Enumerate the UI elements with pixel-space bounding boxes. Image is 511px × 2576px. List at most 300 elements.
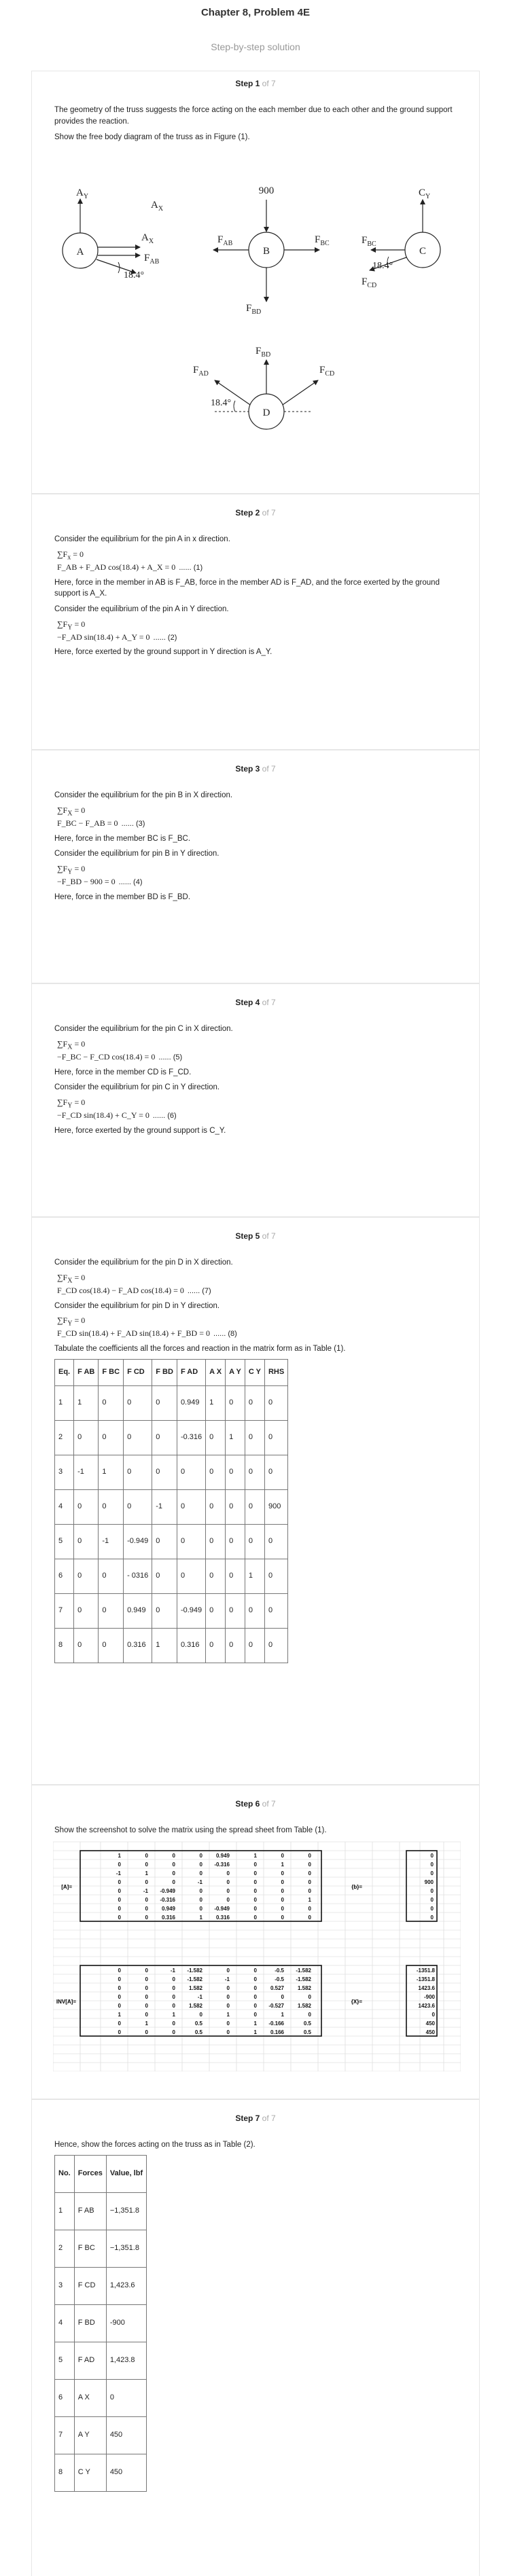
vector-x-cell: -1351.8	[416, 1976, 435, 1983]
matrix-inv-cell: 0.5	[303, 2020, 311, 2027]
page-header	[0, 0, 511, 62]
matrix-a-cell: 0	[226, 1870, 230, 1877]
table1-cell: - 0316	[124, 1559, 152, 1593]
vector-b-cell: 0	[430, 1915, 434, 1921]
matrix-inv-cell: 1	[226, 2012, 230, 2018]
matrix-inv-cell: 1.582	[297, 2003, 311, 2010]
table1-header-cell: RHS	[264, 1359, 287, 1385]
vector-x-cell: 450	[425, 2029, 435, 2036]
vector-x-cell: 1423.6	[418, 2003, 435, 2010]
step-1-card	[31, 71, 480, 494]
angle-c-label: 18.4°	[372, 261, 393, 272]
step-5-equation-2: $\sum F_Y = 0$ F_CD sin(18.4) + F_AD sin(18.4) + F_BD = 0 ...... (8)	[57, 1316, 237, 1339]
table2-cell: F AB	[74, 2193, 106, 2230]
matrix-inv-cell: -1.582	[296, 1967, 311, 1974]
step-4-equation-1: $\sum F_X = 0$ −F_BC − F_CD cos(18.4) = 0 ...... (5)	[57, 1039, 183, 1062]
table1-cell: 5	[55, 1524, 74, 1559]
matrix-inv-cell: -0.166	[268, 2020, 284, 2027]
matrix-inv-cell: 0	[118, 2029, 121, 2036]
table1-cell: 0.316	[177, 1628, 205, 1663]
step-5-card	[31, 1217, 480, 1785]
coefficient-table	[54, 1359, 288, 1663]
matrix-inv-cell: 1.582	[188, 1985, 202, 1992]
forces-table	[54, 2155, 147, 2492]
step-1-text: The geometry of the truss suggests the force acting on the each member due to each other and the ground support provides the reaction.	[54, 106, 453, 126]
matrix-inv-cell: -0.5	[275, 1967, 284, 1974]
table1-cell: 0	[206, 1420, 226, 1455]
table1-cell: 0	[264, 1559, 287, 1593]
matrix-a-cell: 0	[145, 1915, 148, 1921]
fbc-label-b: $F_{BC}$	[315, 234, 330, 248]
matrix-a-cell: 0	[226, 1888, 230, 1895]
step-6-card	[31, 1785, 480, 2099]
table2-cell: 6	[55, 2380, 75, 2417]
table2-row	[55, 2342, 147, 2380]
matrix-a-cell: -1	[143, 1888, 148, 1895]
matrix-a-cell: 0	[199, 1897, 202, 1904]
matrix-inv-cell: 0	[253, 2003, 257, 2010]
matrix-inv-cell: 0	[226, 2029, 230, 2036]
table2-row	[55, 2268, 147, 2305]
matrix-a-cell: 0.949	[215, 1853, 230, 1860]
matrix-a-cell: 0.949	[161, 1906, 175, 1912]
vector-b-cell: 0	[430, 1906, 434, 1912]
table1-cell: 0	[245, 1489, 264, 1524]
matrix-inv-cell: 0	[145, 2003, 148, 2010]
matrix-inv-cell: 0	[118, 1985, 121, 1992]
table1-cell: 0	[226, 1385, 245, 1420]
matrix-a-cell: 0	[308, 1870, 311, 1877]
matrix-a-cell: -1	[197, 1879, 202, 1886]
table1-cell: -0.949	[177, 1593, 205, 1628]
node-d-label: D	[262, 407, 270, 419]
table2-cell: 8	[55, 2454, 75, 2492]
matrix-inv-cell: 0	[226, 2020, 230, 2027]
step-3-text-3: Consider the equilibrium for pin B in Y direction.	[54, 850, 219, 858]
vector-b-cell: 0	[430, 1888, 434, 1895]
matrix-inv-cell: 0	[199, 2012, 202, 2018]
table1-row	[55, 1593, 288, 1628]
matrix-inv-cell: -1.582	[187, 1967, 202, 1974]
vector-x-cell: -1351.8	[416, 1967, 435, 1974]
fab-label-b: $F_{AB}$	[217, 234, 233, 248]
table2-cell: 7	[55, 2417, 75, 2454]
matrix-inv-cell: 0	[281, 1994, 284, 2001]
table2-cell: 450	[106, 2417, 146, 2454]
table1-cell: 0	[206, 1455, 226, 1489]
table2-cell: −1,351.8	[106, 2230, 146, 2268]
matrix-inv-cell: 0	[226, 1994, 230, 2001]
matrix-a-cell: 0	[253, 1897, 257, 1904]
table2-row	[55, 2380, 147, 2417]
free-body-diagram	[48, 147, 469, 459]
step-2-text-2: Here, force in the member in AB is F_AB, force in the member AD is F_AD, and the force exerted by the ground support is A_X.	[54, 578, 440, 598]
table2-row	[55, 2230, 147, 2268]
step-5-text-2: Consider the equilibrium for pin D in Y direction.	[54, 1301, 220, 1310]
vector-x-cell: 450	[425, 2020, 435, 2027]
step-4-card	[31, 983, 480, 1217]
table1-cell: 0	[152, 1559, 177, 1593]
table2-cell: 450	[106, 2454, 146, 2492]
matrix-a-cell: 0	[199, 1888, 202, 1895]
table1-cell: 0	[177, 1524, 205, 1559]
table1-cell: 0	[177, 1489, 205, 1524]
table1-cell: 0	[124, 1455, 152, 1489]
matrix-inv-cell: 0	[145, 1967, 148, 1974]
matrix-a-cell: 0	[253, 1888, 257, 1895]
matrix-inv-cell: 0	[118, 1967, 121, 1974]
table1-cell: -1	[74, 1455, 99, 1489]
matrix-a-cell: 0	[308, 1906, 311, 1912]
table1-cell: 0	[226, 1593, 245, 1628]
vector-b-cell: 900	[424, 1879, 434, 1886]
table1-cell: 0	[74, 1420, 99, 1455]
matrix-inv-cell: 0.5	[194, 2029, 202, 2036]
matrix-inv-cell: 0	[172, 2029, 175, 2036]
matrix-inv-cell: 0	[145, 1994, 148, 2001]
matrix-a-cell: 0	[172, 1870, 175, 1877]
step-4-text-1: Consider the equilibrium for the pin C in X direction.	[54, 1025, 233, 1034]
step-2-card	[31, 494, 480, 750]
table2-row	[55, 2454, 147, 2492]
matrix-inv-cell: 0.527	[270, 1985, 284, 1992]
table2-header-cell: Value, lbf	[106, 2156, 146, 2193]
step-2-text-3: Consider the equilibrium of the pin A in Y direction.	[54, 605, 229, 614]
table1-cell: 0	[124, 1489, 152, 1524]
matrix-a-cell: 0	[281, 1888, 284, 1895]
ax-label-1: $A_X$	[151, 200, 164, 213]
step-3-title: Step 3 of 7	[235, 764, 276, 774]
table1-cell: 2	[55, 1420, 74, 1455]
step-5-equation-1: $\sum F_X = 0$ F_CD cos(18.4) − F_AD cos(18.4) = 0 ...... (7)	[57, 1273, 211, 1295]
matrix-inv-cell: 0	[145, 2029, 148, 2036]
table1-cell: 1	[99, 1455, 124, 1489]
matrix-a-cell: 0	[118, 1915, 121, 1921]
table1-cell: 0	[245, 1628, 264, 1663]
table1-cell: 0	[206, 1489, 226, 1524]
node-c-label: C	[419, 246, 427, 257]
table1-row	[55, 1489, 288, 1524]
matrix-inv-cell: 0	[145, 1985, 148, 1992]
step-2-text-1: Consider the equilibrium for the pin A in x direction.	[54, 535, 230, 544]
table1-cell: 4	[55, 1489, 74, 1524]
vector-x-label: {X}=	[351, 1999, 362, 2006]
table1-cell: 0	[152, 1385, 177, 1420]
table2-cell: 2	[55, 2230, 75, 2268]
matrix-inv-cell: 0	[253, 1985, 257, 1992]
matrix-a-cell: -1	[116, 1870, 121, 1877]
vector-b-cell: 0	[430, 1862, 434, 1868]
page-subtitle: Step-by-step solution	[211, 41, 300, 52]
table1-cell: 0	[264, 1385, 287, 1420]
matrix-a-cell: 0.316	[161, 1915, 175, 1921]
table2-cell: −1,351.8	[106, 2193, 146, 2230]
matrix-inv-cell: -0.527	[268, 2003, 284, 2010]
spreadsheet-screenshot	[53, 1840, 461, 2071]
table2-cell: 1	[55, 2193, 75, 2230]
matrix-inv-cell: 0	[226, 2003, 230, 2010]
table1-cell: 0	[206, 1593, 226, 1628]
step-3-equation-2: $\sum F_Y = 0$ −F_BD − 900 = 0 ...... (4)	[57, 864, 143, 886]
fcd-label-c: $F_{CD}$	[362, 276, 377, 290]
matrix-inv-cell: 0	[226, 1985, 230, 1992]
matrix-a-cell: 0	[253, 1870, 257, 1877]
table1-cell: 0	[206, 1628, 226, 1663]
step-2-text-4: Here, force exerted by the ground support in Y direction is A_Y.	[54, 648, 272, 657]
table1-cell: 0	[177, 1559, 205, 1593]
matrix-inv-cell: 0	[118, 2003, 121, 2010]
matrix-a-cell: -0.949	[160, 1888, 175, 1895]
table1-cell: -0.316	[177, 1420, 205, 1455]
matrix-a-cell: 0	[172, 1853, 175, 1860]
ax-label-2: $A_X$	[141, 232, 154, 246]
table1-cell: 0	[152, 1455, 177, 1489]
matrix-inv-cell: 0	[253, 2012, 257, 2018]
matrix-a-cell: -0.949	[214, 1906, 230, 1912]
table1-header-cell: F AB	[74, 1359, 99, 1385]
table1-cell: 6	[55, 1559, 74, 1593]
table1-cell: 0	[264, 1455, 287, 1489]
table1-cell: 7	[55, 1593, 74, 1628]
table2-cell: 4	[55, 2305, 75, 2342]
table1-cell: 0	[152, 1524, 177, 1559]
table1-cell: 0	[226, 1559, 245, 1593]
matrix-inv-label: INV[A]=	[56, 1999, 76, 2006]
step-4-text-4: Here, force exerted by the ground support is C_Y.	[54, 1126, 226, 1135]
table1-cell: 0	[226, 1489, 245, 1524]
angle-d-label: 18.4°	[211, 398, 232, 409]
matrix-inv-cell: 0	[308, 1994, 311, 2001]
matrix-inv-cell: 0	[226, 1967, 230, 1974]
table1-cell: 0	[245, 1385, 264, 1420]
matrix-inv-cell: 0	[253, 1967, 257, 1974]
step-3-text-1: Consider the equilibrium for the pin B in X direction.	[54, 791, 233, 800]
table1-header-cell: A X	[206, 1359, 226, 1385]
matrix-a-cell: 1	[199, 1915, 202, 1921]
matrix-a-cell: 0	[172, 1879, 175, 1886]
table1-cell: -1	[152, 1489, 177, 1524]
table1-cell: 0	[206, 1524, 226, 1559]
step-6-text-1: Show the screenshot to solve the matrix using the spread sheet from Table (1).	[54, 1826, 327, 1835]
step-2-equation-1: $\sum F_x = 0$ F_AB + F_AD cos(18.4) + A_X = 0 ...... (1)	[57, 549, 203, 572]
matrix-a-cell: 0	[199, 1870, 202, 1877]
matrix-a-cell: 0	[145, 1862, 148, 1868]
table1-cell: 0	[177, 1455, 205, 1489]
step-3-text-2: Here, force in the member BC is F_BC.	[54, 834, 191, 843]
step-1-title: Step 1 of 7	[235, 79, 276, 88]
fcd-arrow-d	[283, 380, 318, 405]
step-2-title: Step 2 of 7	[235, 508, 276, 518]
table1-cell: 0.316	[124, 1628, 152, 1663]
matrix-inv-cell: 0	[145, 2012, 148, 2018]
matrix-a-cell: 1	[145, 1870, 148, 1877]
matrix-inv-cell: 0	[172, 1976, 175, 1983]
matrix-a-cell: 0	[281, 1906, 284, 1912]
matrix-a-cell: 0	[281, 1870, 284, 1877]
step-6-title: Step 6 of 7	[235, 1799, 276, 1809]
table1-cell: 0	[99, 1420, 124, 1455]
table1-cell: 0	[245, 1593, 264, 1628]
step-2-equation-2: $\sum F_Y = 0$ −F_AD sin(18.4) + A_Y = 0 ...... (2)	[57, 619, 177, 642]
vector-b-cell: 0	[430, 1870, 434, 1877]
matrix-inv-cell: 1	[253, 2029, 257, 2036]
fab-label-a: $F_{AB}$	[144, 253, 160, 266]
table1-cell: 0	[245, 1420, 264, 1455]
table1-row	[55, 1385, 288, 1420]
table1-cell: 0	[74, 1628, 99, 1663]
table1-cell: 0.949	[124, 1593, 152, 1628]
matrix-a-cell: 0	[253, 1879, 257, 1886]
matrix-inv-cell: 1	[281, 2012, 284, 2018]
table1-cell: 8	[55, 1628, 74, 1663]
matrix-a-cell: 0	[118, 1897, 121, 1904]
matrix-a-cell: 0.316	[215, 1915, 230, 1921]
matrix-inv-cell: 0.5	[194, 2020, 202, 2027]
table1-cell: 1	[245, 1559, 264, 1593]
table1-header-cell: C Y	[245, 1359, 264, 1385]
step-4-equation-2: $\sum F_Y = 0$ −F_CD sin(18.4) + C_Y = 0 ...... (6)	[57, 1097, 177, 1120]
table2-cell: F AD	[74, 2342, 106, 2380]
table1-header-cell: F CD	[124, 1359, 152, 1385]
matrix-a-cell: 0	[308, 1888, 311, 1895]
table1-cell: 0	[74, 1593, 99, 1628]
table2-cell: F BC	[74, 2230, 106, 2268]
matrix-inv-cell: 0.5	[303, 2029, 311, 2036]
table1-cell: 0	[264, 1628, 287, 1663]
step-3-text-4: Here, force in the member BD is F_BD.	[54, 892, 191, 901]
matrix-inv-cell: -1.582	[187, 1976, 202, 1983]
fbc-label-c: $F_{BC}$	[362, 235, 376, 249]
table1-cell: 1	[226, 1420, 245, 1455]
table1-row	[55, 1559, 288, 1593]
matrix-a-cell: -0.316	[160, 1897, 175, 1904]
ay-label: $A_Y$	[76, 187, 89, 201]
table2-cell: F BD	[74, 2305, 106, 2342]
step-4-text-2: Here, force in the member CD is F_CD.	[54, 1068, 192, 1076]
table1-cell: 1	[206, 1385, 226, 1420]
matrix-a-cell: 0	[118, 1879, 121, 1886]
vector-b-label: {b}=	[351, 1884, 362, 1891]
table2-header-cell: No.	[55, 2156, 75, 2193]
matrix-inv-cell: 0	[145, 1976, 148, 1983]
table2-cell: 1,423.8	[106, 2342, 146, 2380]
table1-cell: 0	[152, 1593, 177, 1628]
table1-row	[55, 1455, 288, 1489]
matrix-a-cell: 0	[281, 1897, 284, 1904]
matrix-a-cell: 0	[308, 1879, 311, 1886]
fbd-label-d: $F_{BD}$	[256, 346, 271, 359]
matrix-a-cell: 0	[199, 1862, 202, 1868]
table1-cell: 0	[74, 1489, 99, 1524]
matrix-inv-cell: 1	[253, 2020, 257, 2027]
table1-cell: 1	[74, 1385, 99, 1420]
table2-row	[55, 2193, 147, 2230]
matrix-a-cell: 0	[199, 1853, 202, 1860]
table2-row	[55, 2305, 147, 2342]
table1-cell: 3	[55, 1455, 74, 1489]
table1-header-cell: A Y	[226, 1359, 245, 1385]
table2-cell: C Y	[74, 2454, 106, 2492]
matrix-inv-cell: 0	[172, 1994, 175, 2001]
matrix-a-cell: 0	[281, 1915, 284, 1921]
table1-header-cell: Eq.	[55, 1359, 74, 1385]
table1-cell: 0	[99, 1489, 124, 1524]
step-7-title: Step 7 of 7	[235, 2114, 276, 2123]
table1-cell: 0	[124, 1420, 152, 1455]
table1-cell: 0	[99, 1559, 124, 1593]
matrix-a-cell: 0	[308, 1862, 311, 1868]
table1-cell: 0	[245, 1455, 264, 1489]
step-5-text-1: Consider the equilibrium for the pin D in X direction.	[54, 1258, 233, 1267]
matrix-a-cell: 0	[308, 1853, 311, 1860]
table1-cell: 0	[99, 1628, 124, 1663]
angle-a-label: 18.4°	[124, 270, 145, 281]
table1-cell: -1	[99, 1524, 124, 1559]
table1-cell: 1	[152, 1628, 177, 1663]
matrix-a-cell: 0	[145, 1879, 148, 1886]
table1-cell: 0.949	[177, 1385, 205, 1420]
matrix-a-cell: 0	[226, 1879, 230, 1886]
table1-cell: 0	[226, 1455, 245, 1489]
matrix-inv-cell: -1.582	[296, 1976, 311, 1983]
node-b-label: B	[262, 246, 270, 257]
matrix-a-cell: 0	[308, 1915, 311, 1921]
table1-cell: 1	[55, 1385, 74, 1420]
matrix-inv-cell: 0.166	[270, 2029, 284, 2036]
matrix-inv-cell: 0	[118, 2020, 121, 2027]
matrix-a-cell: 0	[118, 1862, 121, 1868]
table1-cell: 0	[74, 1524, 99, 1559]
table2-cell: 1,423.6	[106, 2268, 146, 2305]
fcd-label-d: $F_{CD}$	[319, 365, 335, 378]
matrix-a-cell: 1	[253, 1853, 257, 1860]
table1-header-cell: F BC	[99, 1359, 124, 1385]
step-3-equation-1: $\sum F_X = 0$ F_BC − F_AB = 0 ...... (3)	[57, 805, 145, 828]
table2-cell: A Y	[74, 2417, 106, 2454]
matrix-a-cell: 1	[308, 1897, 311, 1904]
matrix-inv-cell: 0	[172, 2020, 175, 2027]
table2-header-cell: Forces	[74, 2156, 106, 2193]
matrix-a-cell: 0	[281, 1853, 284, 1860]
matrix-a-cell: 0	[145, 1897, 148, 1904]
matrix-inv-cell: 1	[145, 2020, 148, 2027]
page-title: Chapter 8, Problem 4E	[200, 7, 311, 18]
matrix-inv-cell: 0	[308, 2012, 311, 2018]
matrix-inv-cell: 1.582	[297, 1985, 311, 1992]
table1-row	[55, 1524, 288, 1559]
matrix-a-cell: 0	[253, 1915, 257, 1921]
table1-header-cell: F AD	[177, 1359, 205, 1385]
table1-cell: 0	[264, 1420, 287, 1455]
table2-cell: 3	[55, 2268, 75, 2305]
table2-row	[55, 2417, 147, 2454]
table1-cell: 0	[264, 1593, 287, 1628]
table2-cell: F CD	[74, 2268, 106, 2305]
step-3-card	[31, 750, 480, 983]
table1-cell: 0	[226, 1628, 245, 1663]
step-7-text-1: Hence, show the forces acting on the truss as in Table (2).	[54, 2141, 256, 2149]
load-label: 900	[258, 185, 275, 197]
vector-x-cell: 1423.6	[418, 1985, 435, 1992]
vector-b-cell: 0	[430, 1853, 434, 1860]
table1-cell: 0	[99, 1385, 124, 1420]
table1-cell: 0	[264, 1524, 287, 1559]
table1-cell: 0	[226, 1524, 245, 1559]
table2-cell: 0	[106, 2380, 146, 2417]
matrix-a-cell: 0	[145, 1906, 148, 1912]
matrix-a-cell: 0	[118, 1906, 121, 1912]
matrix-a-cell: 1	[281, 1862, 284, 1868]
